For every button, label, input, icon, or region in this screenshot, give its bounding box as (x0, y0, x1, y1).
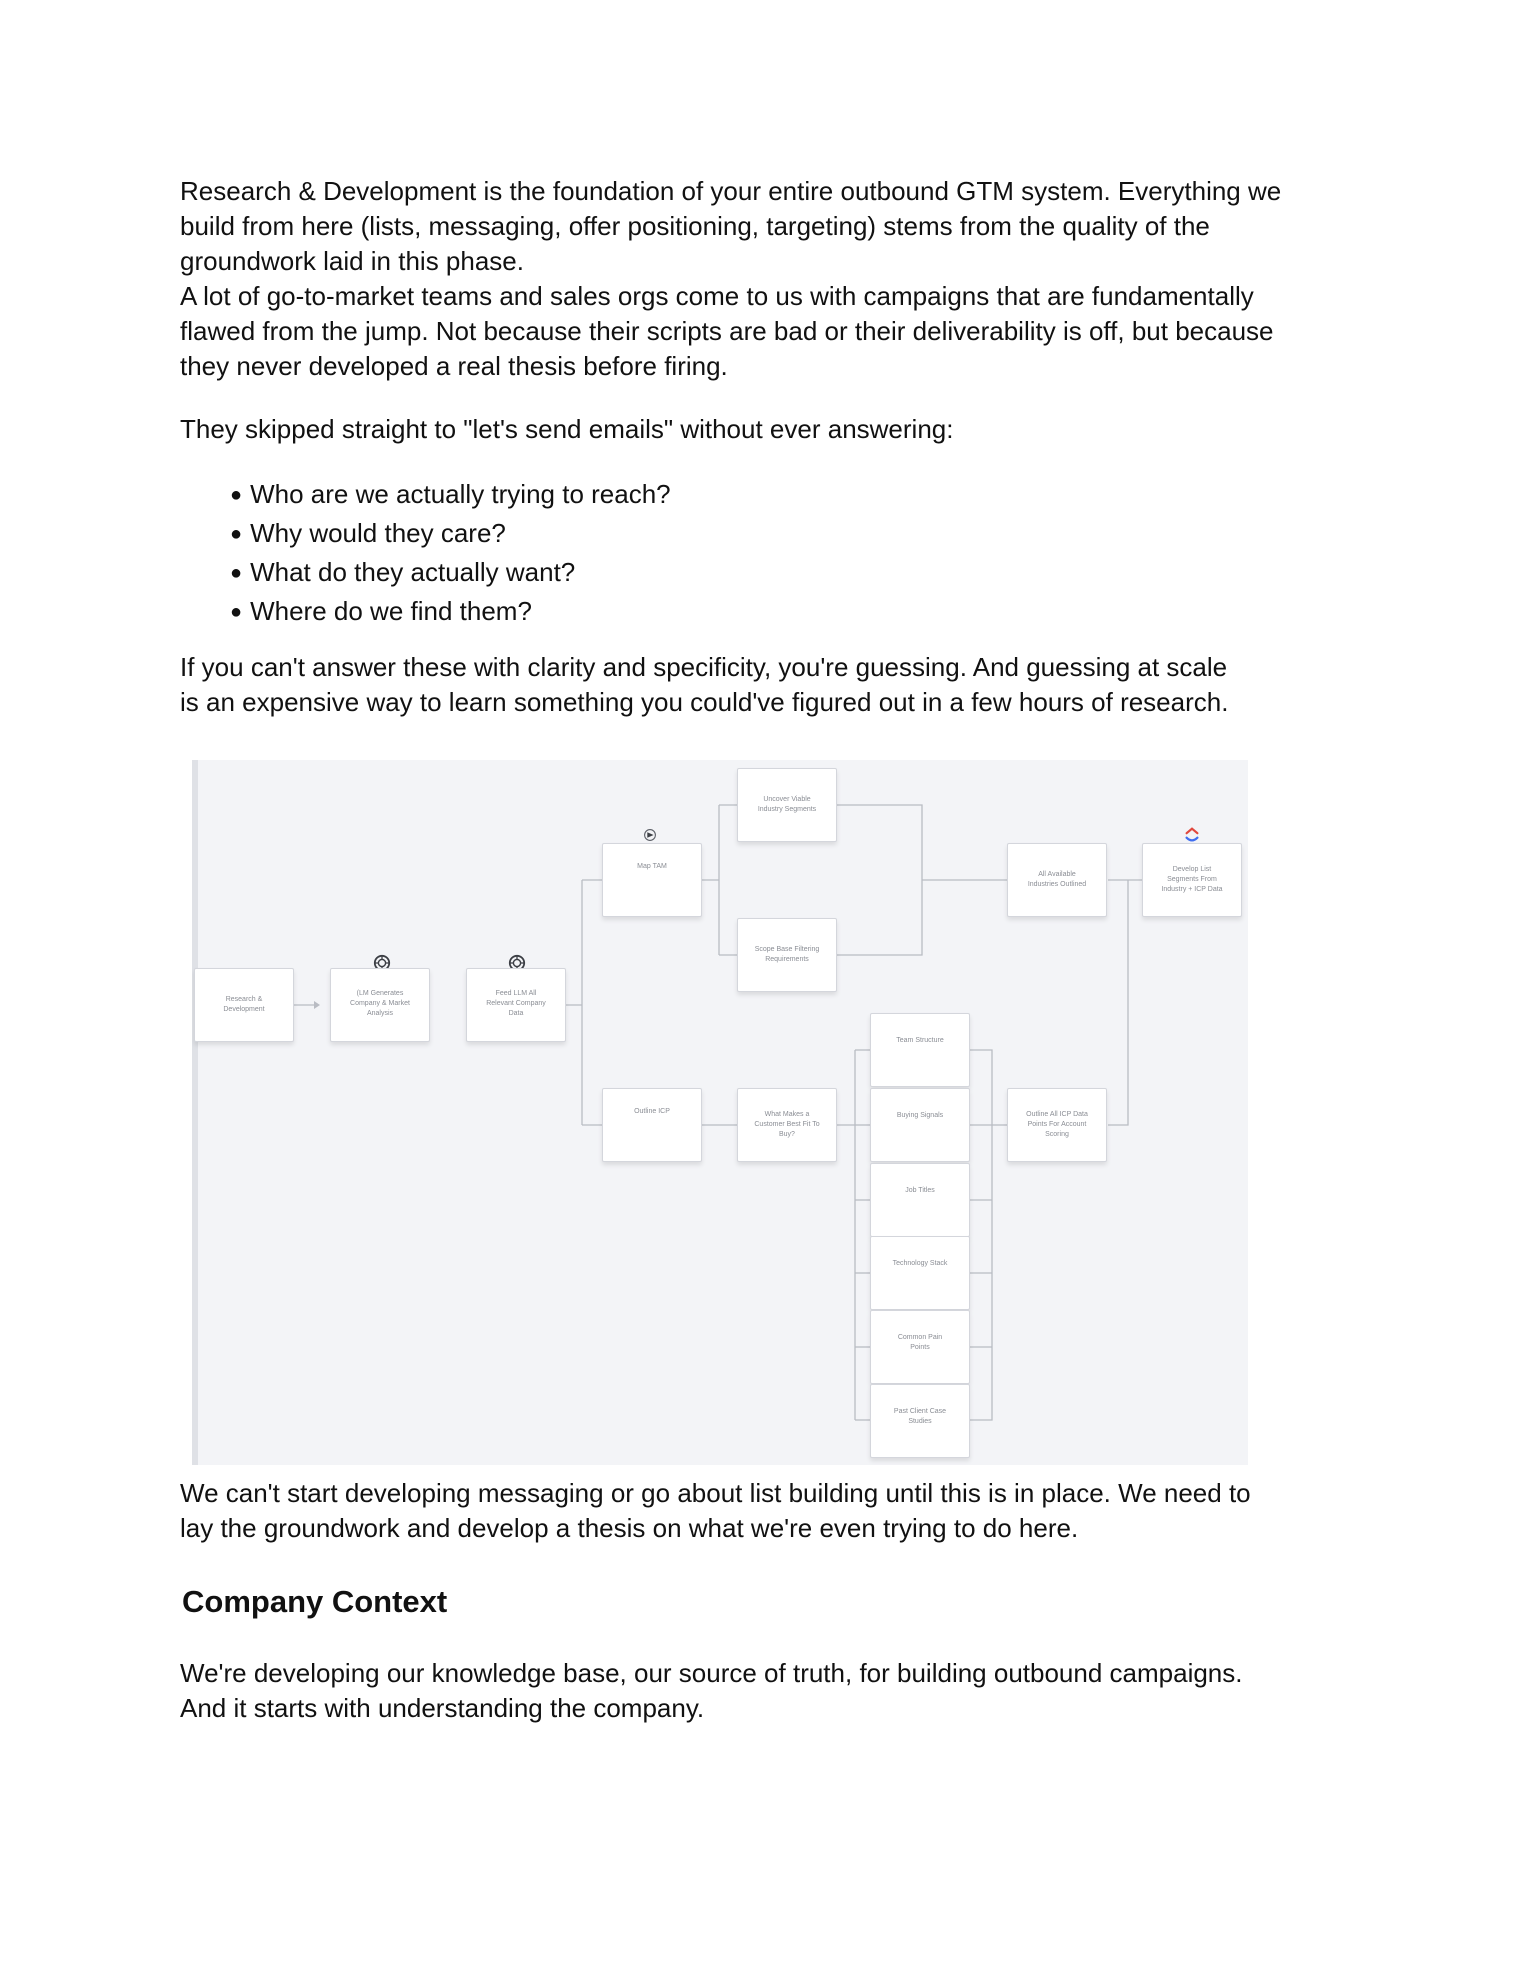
intro-line: If you can't answer these with clarity and specificity, you're guessing. And guessing at scale (180, 652, 1228, 682)
node-scope-filtering: Scope Base Filtering Requirements (737, 918, 837, 992)
node-research-development: Research & Development (194, 968, 294, 1042)
node-technology-stack: Technology Stack (870, 1236, 970, 1310)
after-diagram-paragraph (180, 1476, 1360, 1546)
intro-line: Research & Development is the foundation of your entire outbound GTM system. Everything we (180, 176, 1282, 206)
intro-line: they never developed a real thesis before firing. (180, 351, 728, 381)
intro-line: is an expensive way to learn something you could've figured out in a few hours of research. (180, 687, 1229, 717)
list-item: ● Who are we actually trying to reach? (230, 476, 671, 515)
node-case-studies: Past Client Case Studies (870, 1384, 970, 1458)
node-icp-data-points: Outline All ICP Data Points For Account Scoring (1007, 1088, 1107, 1162)
node-job-titles: Job Titles (870, 1163, 970, 1237)
node-best-fit: What Makes a Customer Best Fit To Buy? (737, 1088, 837, 1162)
brand-logo-icon (1183, 826, 1201, 844)
node-uncover-segments: Uncover Viable Industry Segments (737, 768, 837, 842)
node-develop-segments: Develop List Segments From Industry + ICP Data (1142, 843, 1242, 917)
body-line: We can't start developing messaging or go about list building until this is in place. We need to (180, 1478, 1251, 1508)
body-line: We're developing our knowledge base, our source of truth, for building outbound campaigns. (180, 1658, 1243, 1688)
node-outline-icp: Outline ICP (602, 1088, 702, 1162)
node-industries-outlined: All Available Industries Outlined (1007, 843, 1107, 917)
intro-line: build from here (lists, messaging, offer positioning, targeting) stems from the quality of the (180, 211, 1210, 241)
node-feed-llm: Feed LLM All Relevant Company Data (466, 968, 566, 1042)
node-pain-points: Common Pain Points (870, 1310, 970, 1384)
question-list (230, 476, 671, 632)
section-heading: Company Context (182, 1584, 448, 1619)
intro-line: groundwork laid in this phase. (180, 246, 524, 276)
list-item: ● Why would they care? (230, 515, 671, 554)
intro-line: A lot of go-to-market teams and sales orgs come to us with campaigns that are fundamentally (180, 281, 1254, 311)
body-line: lay the groundwork and develop a thesis on what we're even trying to do here. (180, 1513, 1079, 1543)
company-context-paragraph (180, 1656, 1360, 1726)
node-map-tam: Map TAM (602, 843, 702, 917)
node-buying-signals: Buying Signals (870, 1088, 970, 1162)
node-team-structure: Team Structure (870, 1013, 970, 1087)
body-line: And it starts with understanding the company. (180, 1693, 705, 1723)
tam-icon (641, 826, 659, 844)
intro-line: flawed from the jump. Not because their scripts are bad or their deliverability is off, but because (180, 316, 1274, 346)
intro-paragraph-1 (180, 174, 1360, 384)
list-item: ● What do they actually want? (230, 554, 671, 593)
node-llm-analysis: (LM Generates Company & Market Analysis (330, 968, 430, 1042)
intro-paragraph-3 (180, 650, 1360, 720)
lead-in-text: They skipped straight to "let's send emails" without ever answering: (180, 414, 954, 444)
workflow-diagram (192, 760, 1248, 1465)
list-item: ● Where do we find them? (230, 593, 671, 632)
